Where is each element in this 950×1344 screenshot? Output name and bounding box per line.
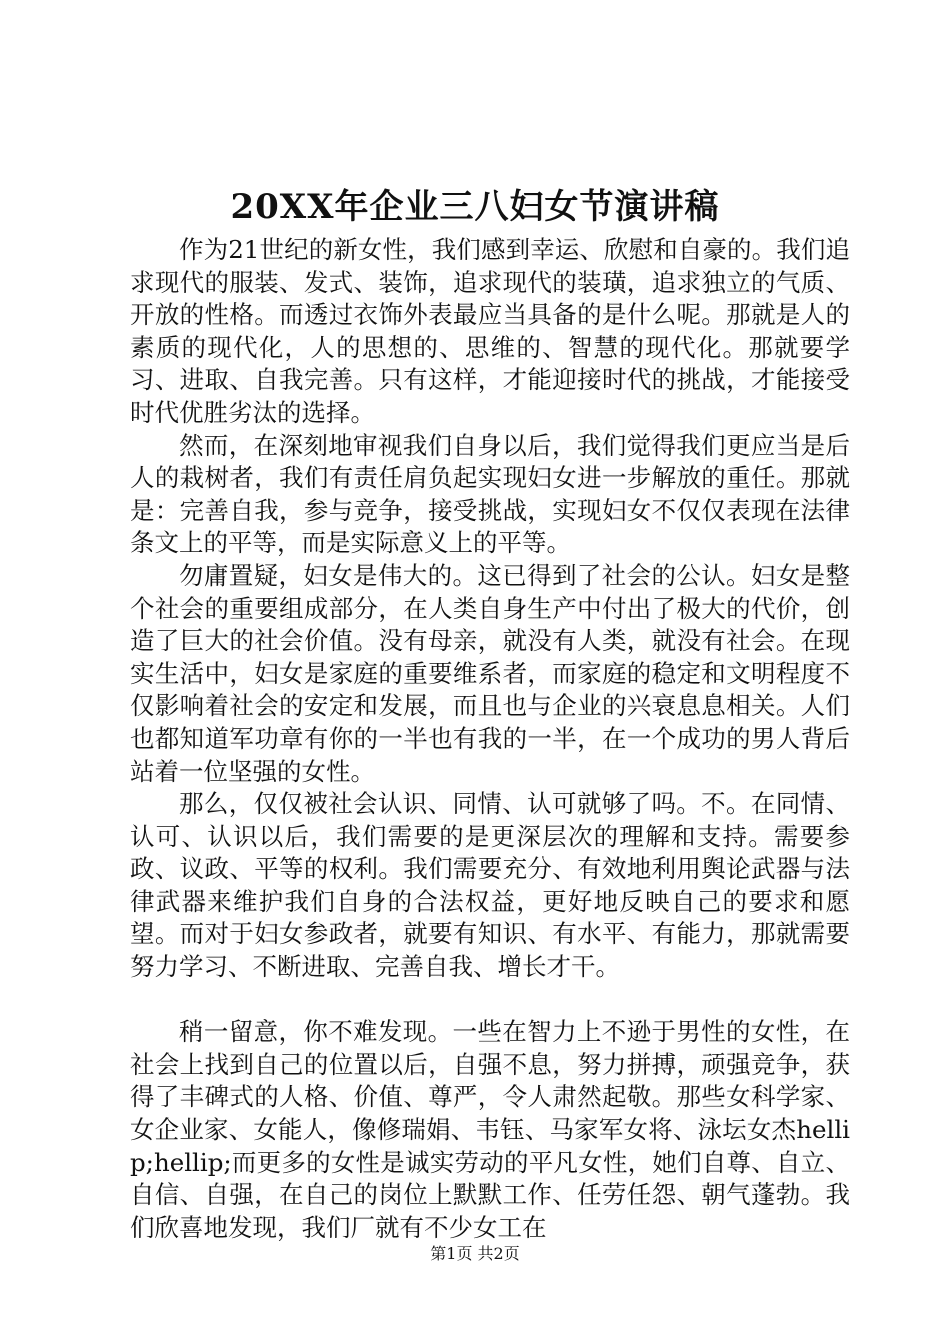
paragraph-5: 稍一留意，你不难发现。一些在智力上不逊于男性的女性，在社会上找到自己的位置以后，自强不息，努力拼搏，顽强竞争，获得了丰碑式的人格、价值、尊严，令人肃然起敬。那些女科学家、女企业家、女能人，像修瑞娟、韦钰、马家军女将、泳坛女杰hellip;hellip;而更多的女性是诚实劳动的平凡女性，她们自尊、自立、自信、自强，在自己的岗位上默默工作、任劳任怨、朝气蓬勃。我们欣喜地发现，我们厂就有不少女工在 <box>130 1017 850 1242</box>
paragraph-2: 然而，在深刻地审视我们自身以后，我们觉得我们更应当是后人的栽树者，我们有责任肩负起实现妇女进一步解放的重任。那就是：完善自我，参与竞争，接受挑战，实现妇女不仅仅表现在法律条文上的平等，而是实际意义上的平等。 <box>130 430 850 558</box>
paragraph-1: 作为21世纪的新女性，我们感到幸运、欣慰和自豪的。我们追求现代的服装、发式、装饰，追求现代的装璜，追求独立的气质、开放的性格。而透过衣饰外表最应当具备的是什么呢。那就是人的素质的现代化，人的思想的、思维的、智慧的现代化。那就要学习、进取、自我完善。只有这样，才能迎接时代的挑战，才能接受时代优胜劣汰的选择。 <box>130 235 850 427</box>
document-title: 20XX年企业三八妇女节演讲稿 <box>230 187 720 227</box>
paragraph-3: 勿庸置疑，妇女是伟大的。这已得到了社会的公认。妇女是整个社会的重要组成部分，在人类自身生产中付出了极大的代价，创造了巨大的社会价值。没有母亲，就没有人类，就没有社会。在现实生活中，妇女是家庭的重要维系者，而家庭的稳定和文明程度不仅影响着社会的安定和发展，而且也与企业的兴衰息息相关。人们也都知道军功章有你的一半也有我的一半，在一个成功的男人背后站着一位坚强的女性。 <box>130 560 850 786</box>
page-number-footer: 第1页 共2页 <box>430 1244 520 1263</box>
document-body <box>130 234 850 1244</box>
paragraph-4: 那么，仅仅被社会认识、同情、认可就够了吗。不。在同情、认可、认识以后，我们需要的是更深层次的理解和支持。需要参政、议政、平等的权利。我们需要充分、有效地利用舆论武器与法律武器来维护我们自身的合法权益，更好地反映自己的要求和愿望。而对于妇女参政者，就要有知识、有水平、有能力，那就需要努力学习、不断进取、完善自我、增长才干。 <box>130 789 850 982</box>
